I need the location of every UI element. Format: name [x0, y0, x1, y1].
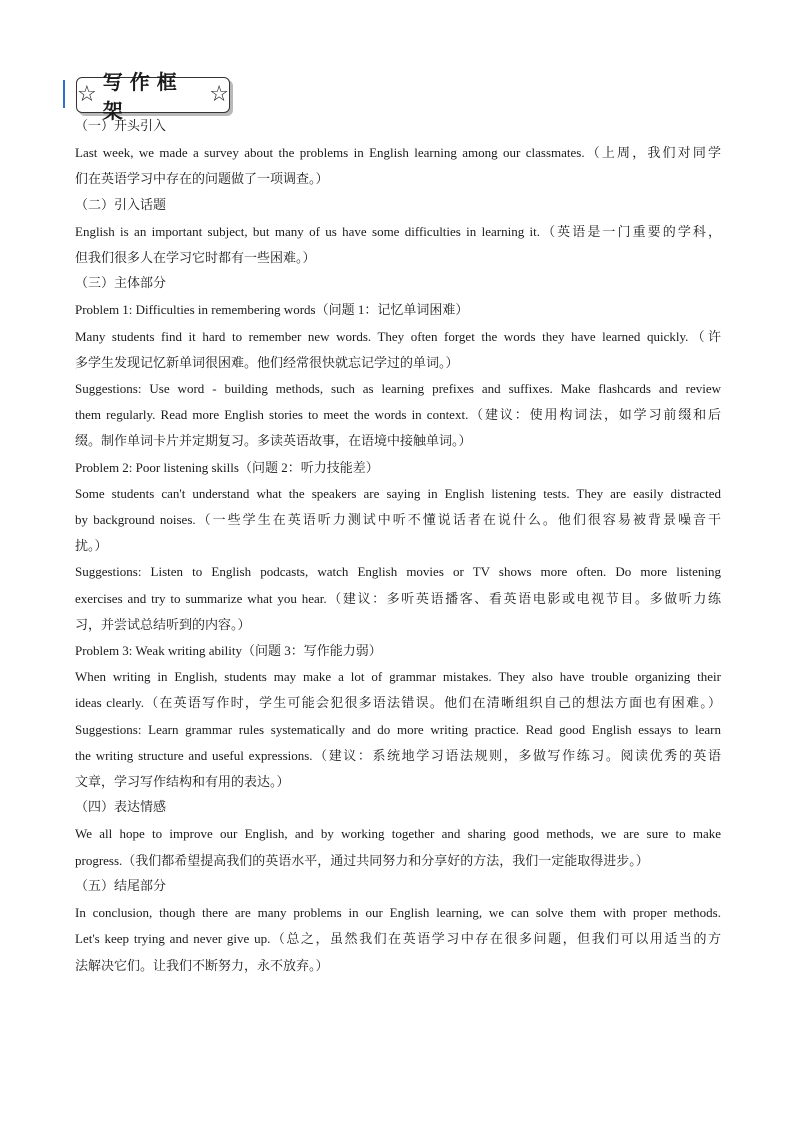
- section-heading: （三）主体部分: [75, 276, 167, 292]
- text-line: Suggestions: Learn grammar rules systematically and do more writing practice. Read good English essays to learn: [75, 721, 721, 737]
- section-heading: （四）表达情感: [75, 800, 167, 816]
- section-title: 写作框架: [102, 70, 184, 123]
- text-line: English is an important subject, but many of us have some difficulties in learning it.（英语是一门重要的学科，: [75, 223, 721, 239]
- text-line: by background noises.（一些学生在英语听力测试中听不懂说话者在说什么。他们很容易被背景噪音干: [75, 512, 721, 528]
- section-accent-bar: [63, 80, 65, 108]
- section-heading: （五）结尾部分: [75, 878, 167, 894]
- text-line: Let's keep trying and never give up.（总之，虽然我们在英语学习中存在很多问题，但我们可以用适当的方: [75, 931, 721, 947]
- text-line: We all hope to improve our English, and by working together and sharing good methods, we are sure to make: [75, 826, 721, 842]
- section-heading: （一）开头引入: [75, 119, 167, 134]
- text-line: progress.（我们都希望提高我们的英语水平，通过共同努力和分享好的方法，我们一定能取得进步。）: [75, 852, 649, 868]
- text-line: 们在英语学习中存在的问题做了一项调查。）: [75, 171, 329, 187]
- text-line: Problem 3: Weak writing ability（问题 3：写作能力弱）: [75, 643, 382, 659]
- text-line: 习，并尝试总结听到的内容。）: [75, 616, 251, 632]
- text-line: In conclusion, though there are many problems in our English learning, we can solve them with proper methods.: [75, 905, 721, 921]
- text-line: Some students can't understand what the speakers are saying in English listening tests. They are easily distracted: [75, 485, 721, 501]
- text-line: Last week, we made a survey about the problems in English learning among our classmates.（上周，我们对同学: [75, 145, 721, 161]
- text-line: the writing structure and useful expressions.（建议：系统地学习语法规则，多做写作练习。阅读优秀的英语: [75, 747, 721, 763]
- text-line: Problem 1: Difficulties in remembering words（问题 1：记忆单词困难）: [75, 302, 469, 318]
- text-line: 但我们很多人在学习它时都有一些困难。）: [75, 250, 316, 266]
- text-line: Suggestions: Use word - building methods, such as learning prefixes and suffixes. Make flashcards and review: [75, 381, 721, 397]
- document-body: [75, 114, 721, 979]
- section-title-box: [76, 70, 230, 123]
- text-line: 多学生发现记忆新单词很困难。他们经常很快就忘记学过的单词。）: [75, 354, 459, 370]
- text-line: exercises and try to summarize what you hear.（建议：多听英语播客、看英语电影或电视节目。多做听力练: [75, 590, 721, 606]
- text-line: 缀。制作单词卡片并定期复习。多读英语故事，在语境中接触单词。）: [75, 433, 472, 449]
- text-line: ideas clearly.（在英语写作时，学生可能会犯很多语法错误。他们在清晰组织自己的想法方面也有困难。）: [75, 695, 721, 711]
- text-line: Many students find it hard to remember new words. They often forget the words they have learned quickly.（许: [75, 328, 721, 344]
- text-line: 文章，学习写作结构和有用的表达。）: [75, 774, 290, 790]
- section-heading: （二）引入话题: [75, 197, 167, 213]
- star-icon: ☆: [209, 82, 229, 107]
- text-line: Suggestions: Listen to English podcasts, watch English movies or TV shows more often. Do more listening: [75, 564, 721, 580]
- text-line: When writing in English, students may make a lot of grammar mistakes. They also have trouble organizing their: [75, 669, 721, 685]
- text-line: them regularly. Read more English stories to meet the words in context.（建议：使用构词法，如学习前缀和后: [75, 407, 721, 423]
- star-icon: ☆: [77, 82, 97, 107]
- text-line: Problem 2: Poor listening skills（问题 2：听力技能差）: [75, 459, 379, 475]
- text-line: 法解决它们。让我们不断努力，永不放弃。）: [75, 957, 329, 973]
- text-line: 扰。）: [75, 538, 108, 554]
